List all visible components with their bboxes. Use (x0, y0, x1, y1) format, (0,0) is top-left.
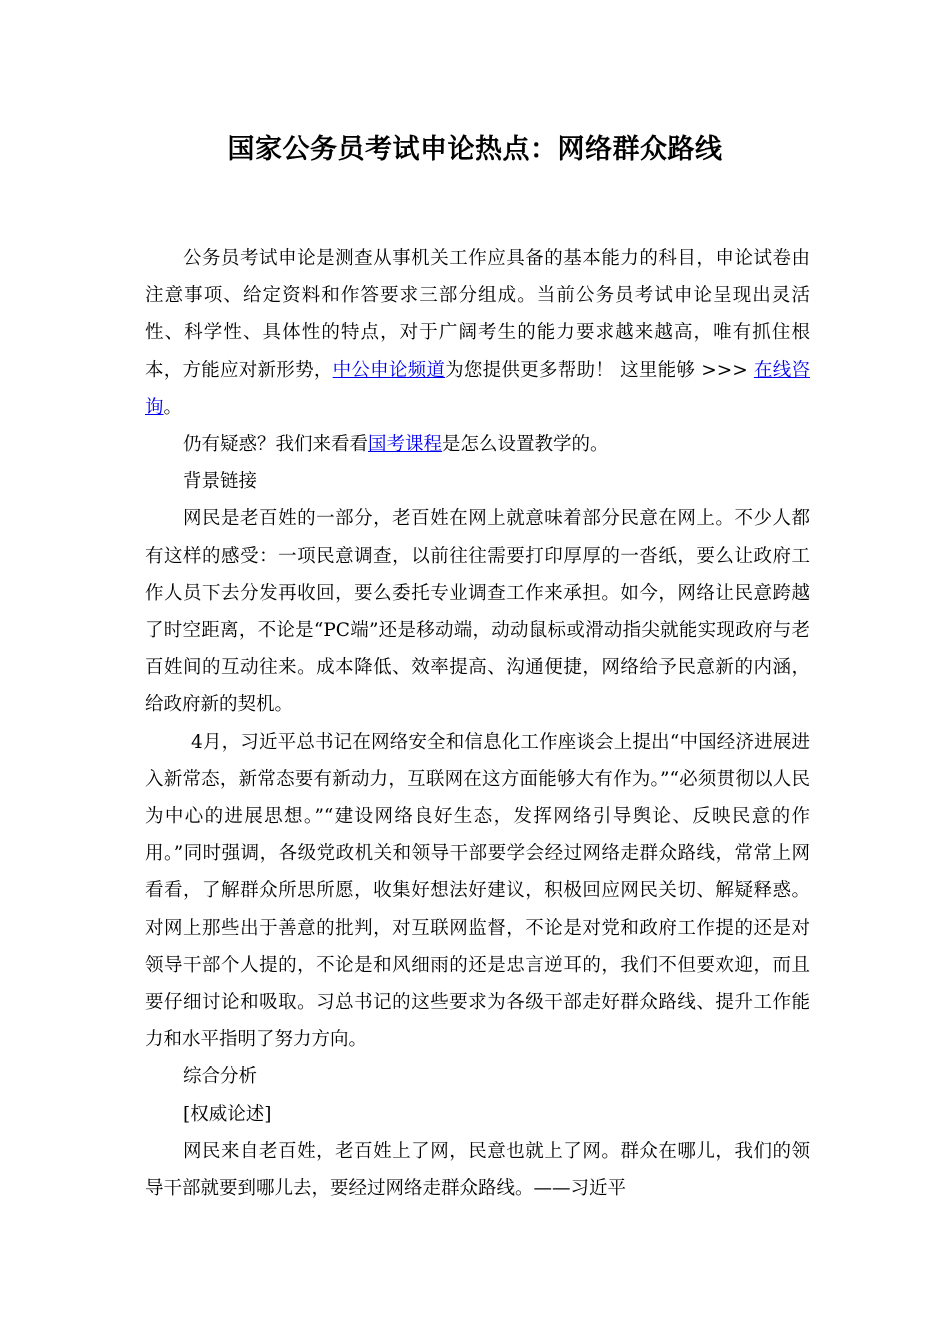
national-exam-course-link[interactable]: 国考课程 (368, 434, 443, 456)
quote-paragraph: 网民来自老百姓，老百姓上了网，民意也就上了网。群众在哪儿，我们的领导干部就要到哪儿去，要经过网络走群众路线。——习近平 (145, 1140, 810, 1200)
intro-text-2: 为您提供更多帮助！ 这里能够 >>> (445, 359, 754, 381)
question-text-1: 仍有疑惑？我们来看看 (183, 434, 369, 456)
netizens-paragraph: 网民是老百姓的一部分，老百姓在网上就意味着部分民意在网上。不少人都有这样的感受：一项民意调查，以前往往需要打印厚厚的一沓纸，要么让政府工作人员下去分发再收回，要么委托专业调查工作来承担。如今，网络让民意跨越了时空距离，不论是“PC端”还是移动端，动动鼠标或滑动指尖就能实现政府与老百姓间的互动往来。成本降低、效率提高、沟通便捷，网络给予民意新的内涵，给政府新的契机。 (145, 508, 810, 716)
question-text-2: 是怎么设置教学的。 (442, 434, 609, 456)
intro-text-3: 。 (163, 396, 183, 418)
section-heading-analysis: 综合分析 (183, 1066, 258, 1088)
section-heading-authority: [权威论述] (183, 1103, 272, 1125)
online-consult-link[interactable]: 在线咨询 (145, 359, 810, 418)
document-title: 国家公务员考试申论热点：网络群众路线 (227, 134, 723, 165)
shenlun-channel-link[interactable]: 中公申论频道 (332, 359, 446, 381)
section-heading-background: 背景链接 (183, 471, 258, 493)
intro-text-1: 公务员考试申论是测查从事机关工作应具备的基本能力的科目，申论试卷由注意事项、给定资料和作答要求三部分组成。当前公务员考试申论呈现出灵活性、科学性、具体性的特点，对于广阔考生的能力要求越来越高，唯有抓住根本，方能应对新形势， (145, 248, 810, 381)
intro-paragraph (145, 240, 810, 426)
document-body (145, 240, 810, 1207)
april-paragraph: 4月，习近平总书记在网络安全和信息化工作座谈会上提出“中国经济进展进入新常态，新常态要有新动力，互联网在这方面能够大有作为。”“必须贯彻以人民为中心的进展思想。”“建设网络良好生态，发挥网络引导舆论、反映民意的作用。”同时强调，各级党政机关和领导干部要学会经过网络走群众路线，常常上网看看，了解群众所思所愿，收集好想法好建议，积极回应网民关切、解疑释惑。对网上那些出于善意的批判，对互联网监督，不论是对党和政府工作提的还是对领导干部个人提的，不论是和风细雨的还是忠言逆耳的，我们不但要欢迎，而且要仔细讨论和吸取。习总书记的这些要求为各级干部走好群众路线、提升工作能力和水平指明了努力方向。 (145, 731, 810, 1051)
question-paragraph (145, 426, 810, 463)
